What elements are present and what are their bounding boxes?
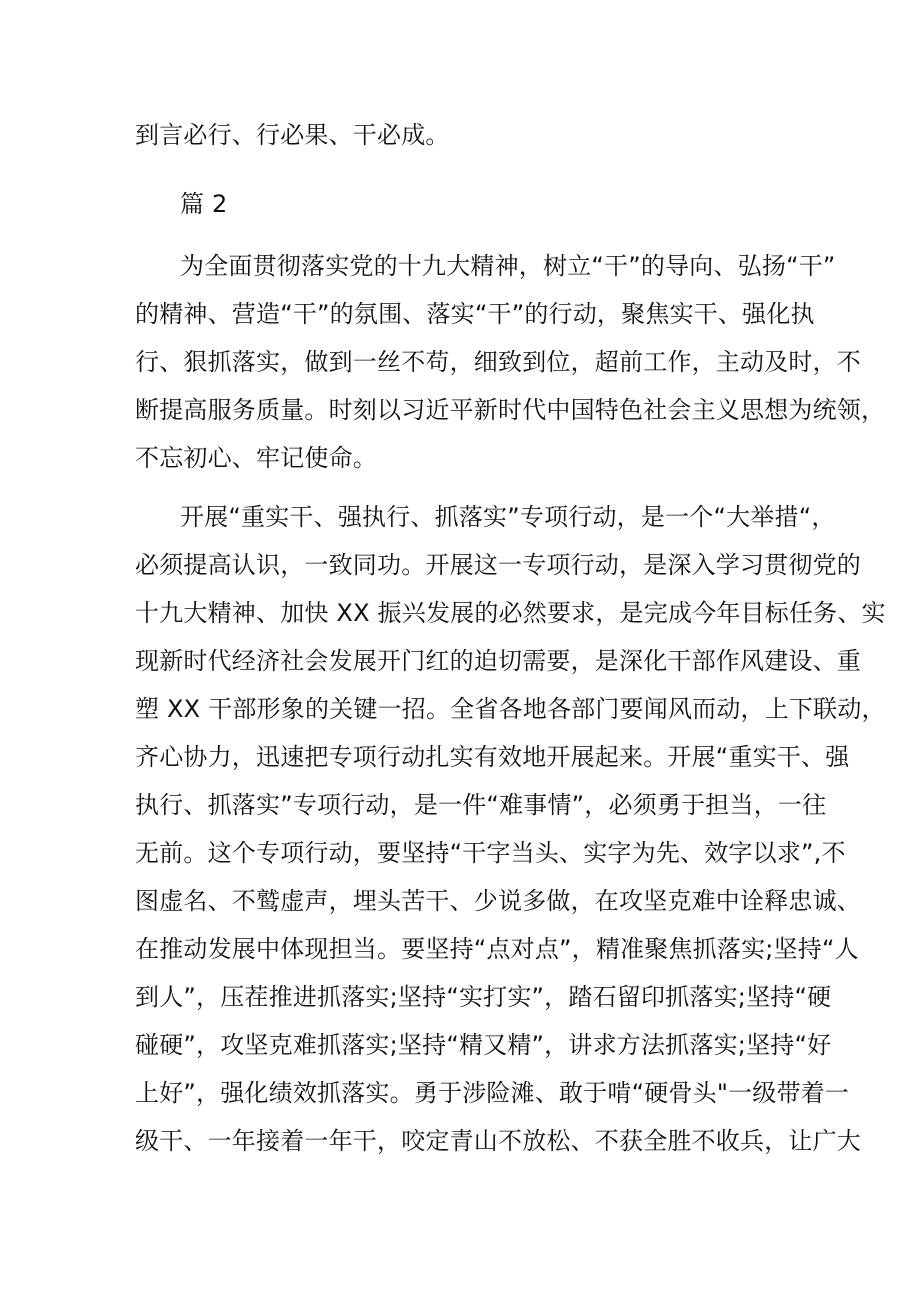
text-line: 现新时代经济社会发展开门红的迫切需要，是深化干部作风建设、重: [135, 647, 861, 675]
text-line: 为全面贯彻落实党的十九大精神，树立“干”的导向、弘扬“干”: [180, 252, 836, 280]
text-line: 图虚名、不鹫虚声，埋头苦干、少说多做，在攻坚克难中诠释忠诚、: [135, 887, 861, 915]
text-line: 到言必行、行必果、干必成。: [135, 121, 450, 149]
text-line: 级干、一年接着一年干，咬定青山不放松、不获全胜不收兵，让广大: [135, 1127, 861, 1155]
text-line: 行、狠抓落实，做到一丝不苟，细致到位，超前工作，主动及时，不: [135, 348, 861, 376]
text-line: 执行、抓落实”专项行动，是一件“难事情”，必须勇于担当，一往: [135, 791, 827, 819]
text-line: 开展“重实干、强执行、抓落实”专项行动，是一个“大举措“，: [180, 503, 836, 531]
text-line: 齐心协力，迅速把专项行动扎实有效地开展起来。开展“重实干、强: [135, 743, 850, 771]
text-line: 断提高服务质量。时刻以习近平新时代中国特色社会主义思想为统领，: [135, 396, 886, 424]
text-line: 十九大精神、加快 XX 振兴发展的必然要求，是完成今年目标任务、实: [135, 599, 886, 627]
text-line: 的精神、营造“干”的氛围、落实“干”的行动，聚焦实干、强化执: [135, 300, 815, 328]
text-line: 到人”，压茬推进抓落实;坚持“实打实”，踏石留印抓落实;坚持“硬: [135, 983, 832, 1011]
text-line: 不忘初心、牢记使命。: [135, 444, 377, 472]
text-line: 在推动发展中体现担当。要坚持“点对点”，精准聚焦抓落实;坚持“人: [135, 935, 859, 963]
text-line: 上好”，强化绩效抓落实。勇于涉险滩、敢于啃“硬骨头"一级带着一: [135, 1079, 850, 1107]
text-line: 无前。这个专项行动，要坚持“干字当头、实字为先、效字以求”,不: [135, 839, 846, 867]
section-heading: 篇 2: [180, 190, 228, 218]
text-line: 塑 XX 干部形象的关键一招。全省各地各部门要闻风而动，上下联动，: [135, 695, 886, 723]
text-line: 碰硬”，攻坚克难抓落实;坚持“精又精”，讲求方法抓落实;坚持“好: [135, 1031, 832, 1059]
text-line: 必须提高认识，一致同功。开展这一专项行动，是深入学习贯彻党的: [135, 551, 861, 579]
